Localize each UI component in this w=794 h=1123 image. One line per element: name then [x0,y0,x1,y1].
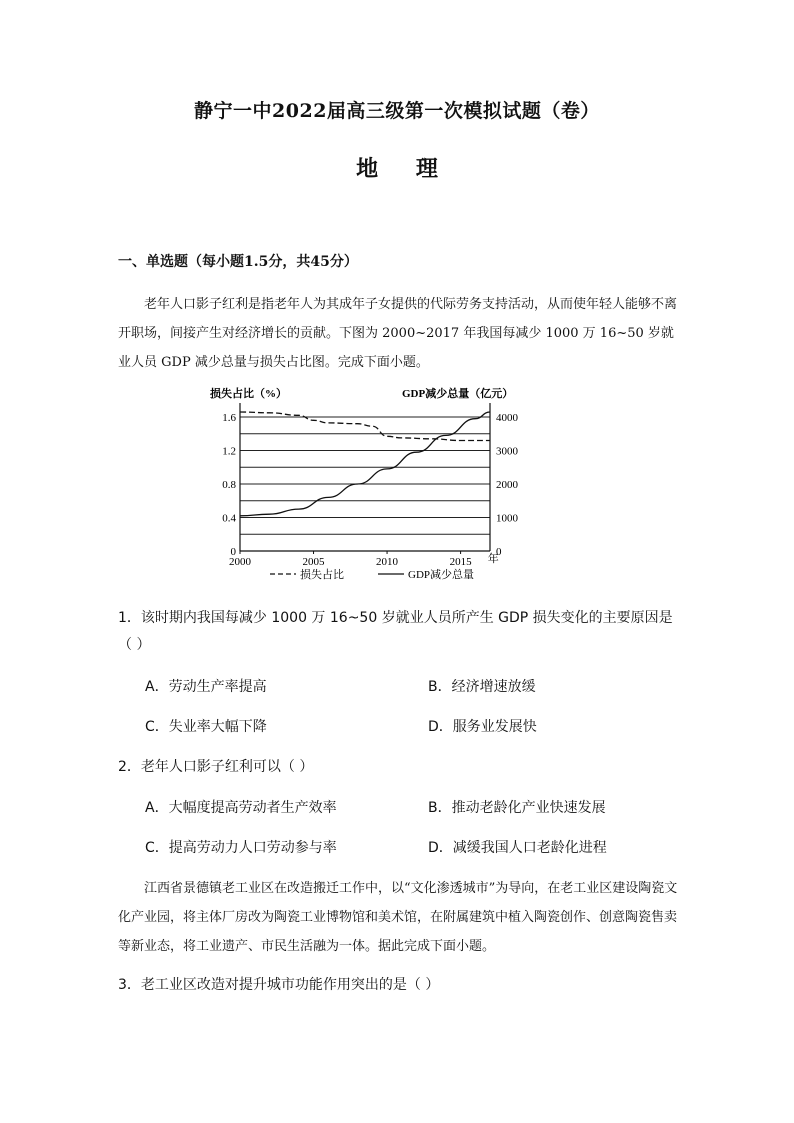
x-tick-label: 2005 [302,556,325,568]
question-2-stem: 2．老年人口影子红利可以（ ） [118,759,314,775]
left-tick-label: 0 [230,546,236,558]
question-1-blank: （ ） [118,637,151,653]
loss-ratio-line [240,412,490,441]
subject-heading: 地 理 [356,156,438,182]
q1-option-c[interactable]: C．失业率大幅下降 [145,719,267,735]
gdp-decrease-line [240,412,490,516]
page-title: 静宁一中2022届高三级第一次模拟试题（卷） [194,100,600,122]
q2-option-a[interactable]: A．大幅度提高劳动者生产效率 [145,800,337,816]
q1-option-b[interactable]: B．经济增速放缓 [428,679,536,695]
q1-option-a[interactable]: A．劳动生产率提高 [145,679,267,695]
legend-label-loss: 损失占比 [300,569,344,581]
intro-paragraph-2: 江西省景德镇老工业区在改造搬迁工作中，以“文化渗透城市”为导向，在老工业区建设陶瓷文化产业园，将主体厂房改为陶瓷工业博物馆和美术馆，在附属建筑中植入陶瓷创作、创意陶瓷售卖等新业态，将工业遗产、市民生活融为一体。据此完成下面小题。 [118,881,678,954]
left-tick-label: 1.6 [222,412,236,424]
question-3-stem: 3．老工业区改造对提升城市功能作用突出的是（ ） [118,977,440,993]
q2-option-b[interactable]: B．推动老龄化产业快速发展 [428,800,606,816]
chart-ticks [222,412,518,568]
x-tick-label: 2000 [229,556,251,568]
right-tick-label: 2000 [496,479,518,491]
x-tick-label: 2010 [376,556,399,568]
intro-paragraph-1: 老年人口影子红利是指老年人为其成年子女提供的代际劳务支持活动，从而使年轻人能够不离开职场，间接产生对经济增长的贡献。下图为 2000~2017 年我国每减少 1000 万 16~50 岁就业人员 GDP 减少总量与损失占比图。完成下面小题。 [118,297,678,370]
right-axis-title: GDP减少总量（亿元） [402,388,514,400]
legend-label-gdp: GDP减少总量 [408,569,475,581]
left-tick-label: 1.2 [222,445,236,458]
left-axis-title: 损失占比（%） [210,388,287,400]
x-tick-label: 2015 [449,556,472,568]
right-tick-label: 0 [496,546,502,558]
left-tick-label: 0.4 [222,512,236,525]
right-tick-label: 4000 [496,412,518,424]
section-heading: 一、单选题（每小题1.5分，共45分） [118,254,358,270]
q2-option-d[interactable]: D．减缓我国人口老龄化进程 [428,840,607,856]
q1-option-d[interactable]: D．服务业发展快 [428,719,537,735]
question-1-stem: 1．该时期内我国每减少 1000 万 16~50 岁就业人员所产生 GDP 损失变化的主要原因是 [118,610,673,626]
right-tick-label: 1000 [496,512,518,525]
chart-legend [270,567,474,581]
x-axis-unit-label: 年 [487,553,499,565]
q2-option-c[interactable]: C．提高劳动力人口劳动参与率 [145,840,337,856]
line-chart [200,383,530,588]
left-tick-label: 0.8 [222,479,236,491]
right-tick-label: 3000 [496,445,518,458]
chart-series [240,412,490,516]
